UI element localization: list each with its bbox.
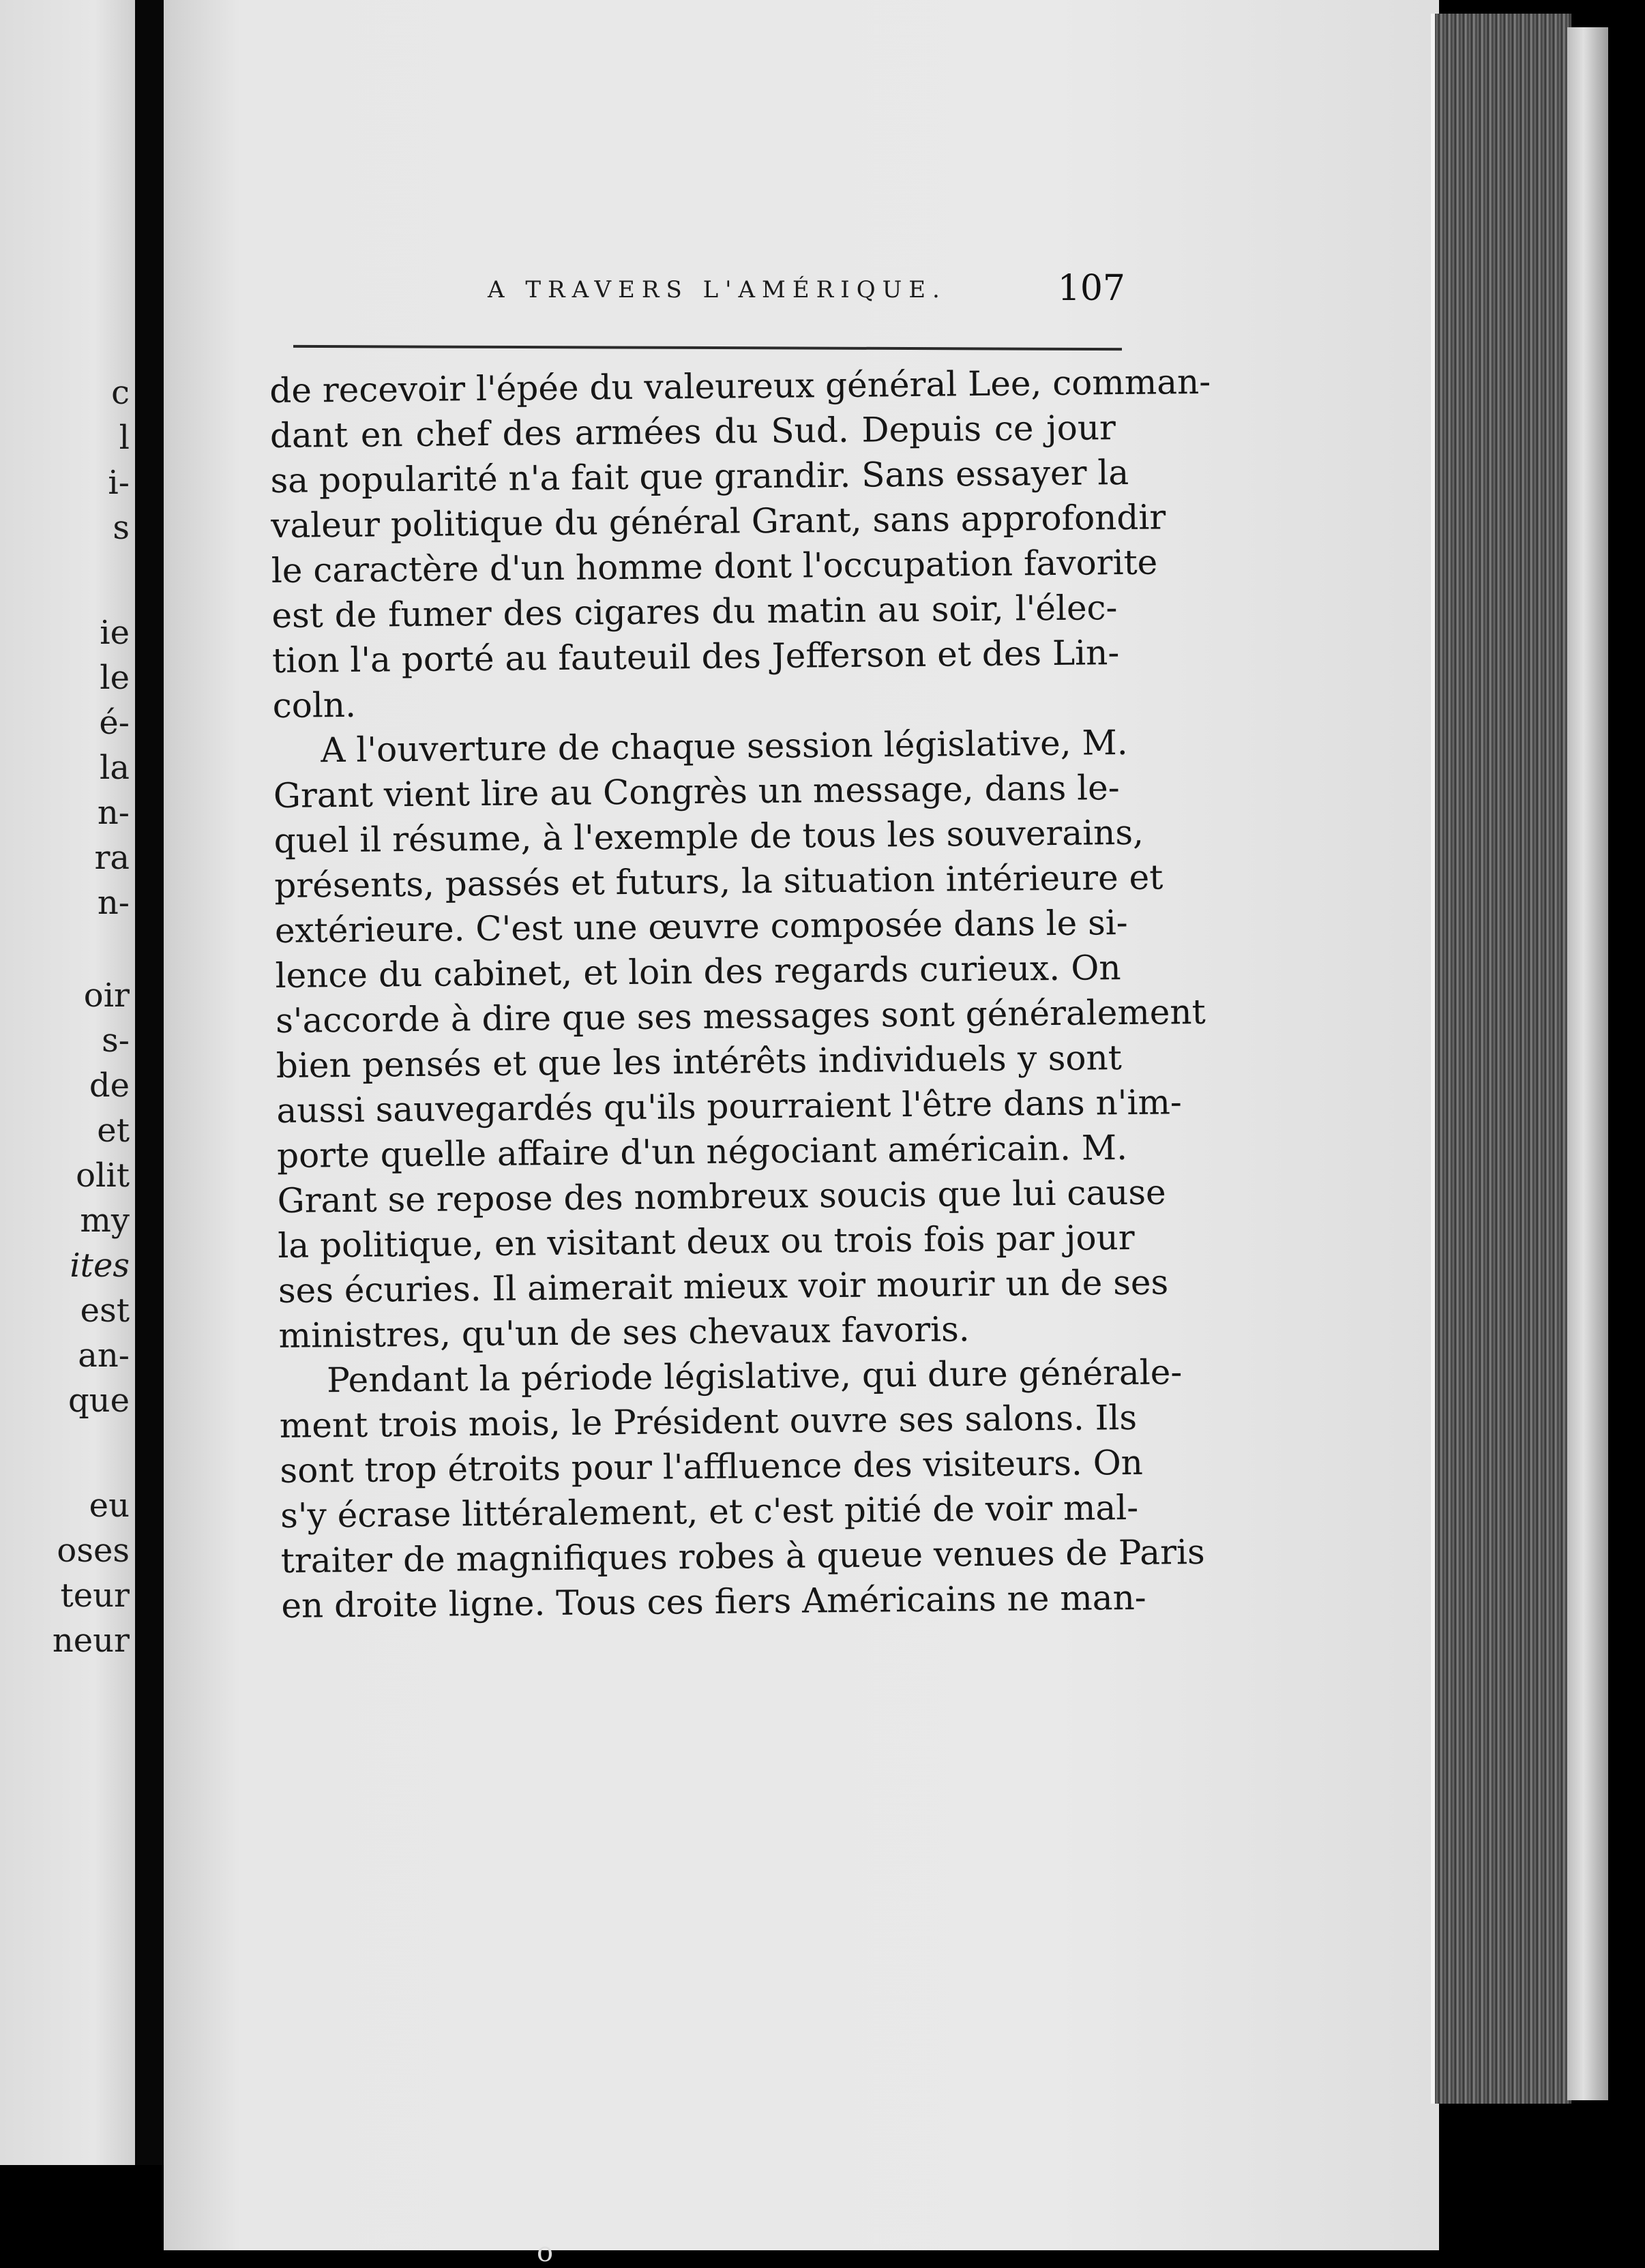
left-fragment: n- [97,884,130,922]
text-line: coln. [272,685,357,726]
text-line: porte quelle affaire d'un négociant américain. M. [276,1127,1128,1176]
text-line: s'accorde à dire que ses messages sont généralement [275,991,1206,1041]
stacked-page-edges [1431,14,1571,2104]
text-line: Grant vient lire au Congrès un message, dans le- [273,768,1120,816]
book-cover-edge [1567,27,1608,2100]
text-line: lence du cabinet, et loin des regards curieux. On [275,948,1121,996]
text-line: s'y écrase littéralement, et c'est pitié de voir mal- [280,1487,1139,1536]
running-head [321,268,1125,324]
left-fragment: l [119,419,130,457]
left-fragment: ites [70,1247,130,1285]
left-fragment: la [100,749,130,787]
text-line: extérieure. C'est une œuvre composée dans le si- [274,902,1128,951]
text-line: Pendant la période législative, qui dure générale- [326,1352,1183,1401]
page-number: 107 [1057,268,1125,309]
left-fragment: n- [97,794,130,832]
bottom-mark: o [537,2237,554,2268]
text-line: ses écuries. Il aimerait mieux voir mourir un de ses [278,1262,1169,1311]
text-line: traiter de magnifiques robes à queue venues de Paris [280,1532,1205,1581]
left-fragment: ie [100,614,130,652]
left-fragment: eu [89,1487,130,1525]
left-fragment: s [113,509,130,547]
text-line: A l'ouverture de chaque session législative, M. [321,722,1128,771]
left-fragment: est [80,1292,130,1330]
text-line: sa popularité n'a fait que grandir. Sans essayer la [270,452,1129,501]
left-fragment: c [111,374,130,412]
text-line: aussi sauvegardés qu'ils pourraient l'être dans n'im- [276,1082,1183,1131]
text-line: Grant se repose des nombreux soucis que lui cause [277,1172,1166,1221]
left-fragment: le [100,659,130,697]
left-fragment: de [89,1066,130,1105]
left-fragment: an- [78,1337,130,1375]
text-line: dant en chef des armées du Sud. Depuis ce jour [269,408,1116,456]
text-line: bien pensés et que les intérêts individuels y sont [276,1038,1123,1086]
left-fragment: oir [83,976,130,1015]
text-line: sont trop étroits pour l'affluence des visiteurs. On [280,1442,1144,1491]
left-fragment: é- [99,704,130,742]
text-line: de recevoir l'épée du valeureux général Lee, comman- [269,361,1211,411]
text-line: valeur politique du général Grant, sans approfondir [270,497,1166,546]
left-fragment: oses [57,1532,130,1570]
body-text [269,360,1211,1628]
text-line: en droite ligne. Tous ces fiers Américains ne man- [281,1577,1146,1626]
text-line: présents, passés et futurs, la situation intérieure et [274,857,1164,906]
left-fragment: i- [108,464,130,502]
text-line: tion l'a porté au fauteuil des Jefferson et des Lin- [271,633,1120,681]
left-fragment: que [68,1382,130,1420]
left-fragment: ra [94,839,130,877]
text-line: est de fumer des cigares du matin au soir, l'élec- [271,588,1118,636]
left-fragment: s- [102,1021,130,1060]
text-line: le caractère d'un homme dont l'occupation favorite [271,542,1158,591]
text-line: la politique, en visitant deux ou trois fois par jour [278,1217,1135,1266]
left-facing-page [0,0,135,2165]
left-fragment: teur [60,1577,130,1615]
left-fragment: neur [52,1622,130,1660]
text-line: ministres, qu'un de ses chevaux favoris. [278,1309,970,1356]
text-line: quel il résume, à l'exemple de tous les souverains, [273,812,1144,861]
left-fragment: olit [76,1157,130,1195]
running-title: A TRAVERS L'AMÉRIQUE. [488,276,947,303]
left-fragment: my [80,1202,130,1240]
text-line: ment trois mois, le Président ouvre ses salons. Ils [279,1397,1138,1446]
book-gutter [135,0,164,2165]
left-fragment: et [97,1111,130,1150]
